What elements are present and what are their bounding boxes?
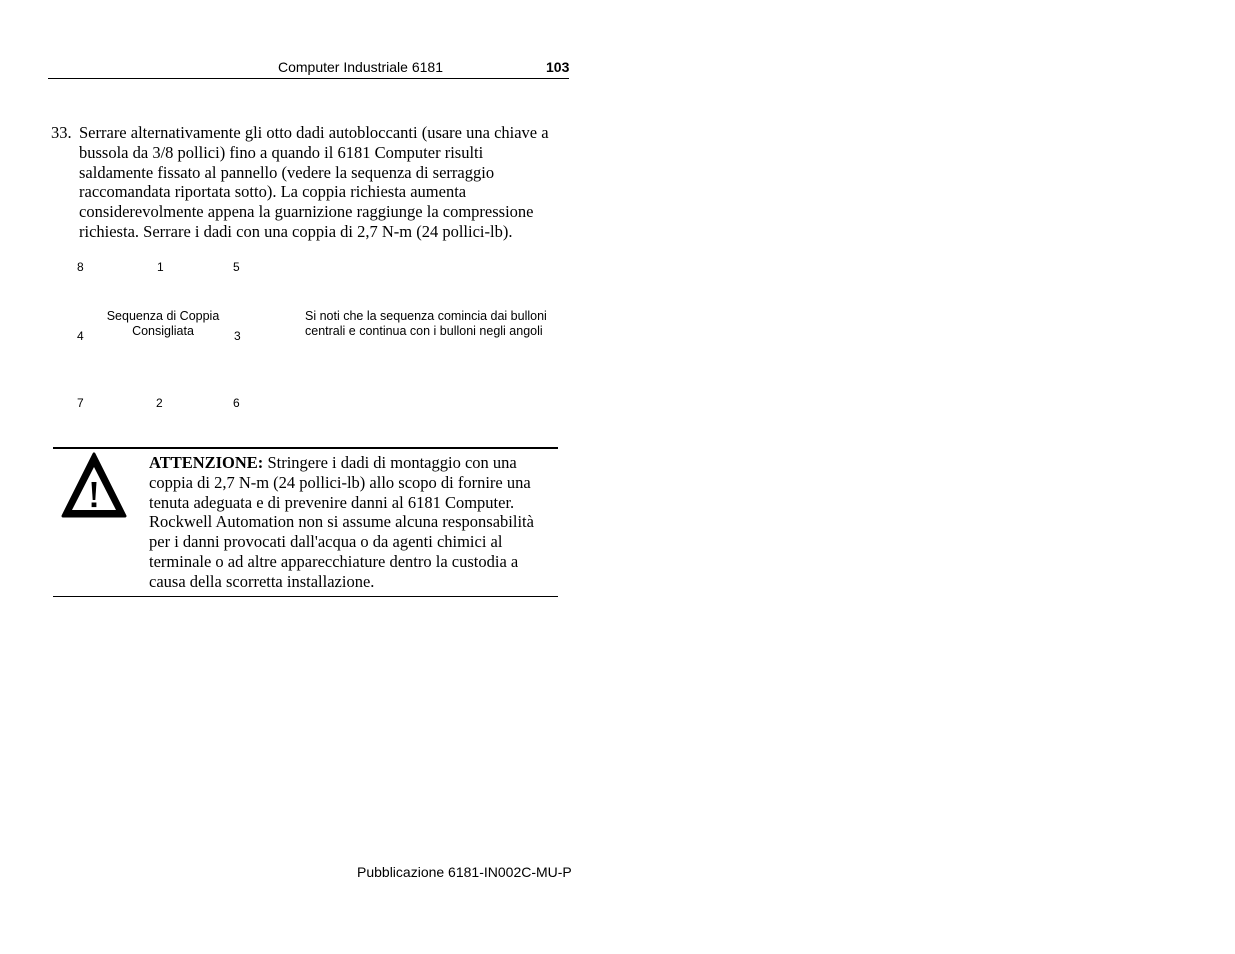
- step-text-line: richiesta. Serrare i dadi con una coppia di 2,7 N-m (24 pollici-lb).: [79, 221, 513, 241]
- step-number: 33.: [51, 123, 72, 142]
- warning-text-line: tenuta adeguata e di prevenire danni al 6181 Computer.: [149, 492, 515, 512]
- diagram-caption-line: Sequenza di Coppia: [106, 309, 220, 323]
- warning-text-line: causa della scorretta installazione.: [149, 571, 375, 591]
- bolt-label-bottom-right: 6: [233, 396, 240, 410]
- warning-text-line: per i danni provocati dall'acqua o da agenti chimici al: [149, 532, 503, 552]
- diagram-note-line: centrali e continua con i bulloni negli angoli: [305, 324, 543, 338]
- bolt-label-top-right: 5: [233, 260, 240, 274]
- warning-text-line: terminale o ad altre apparecchiature dentro la custodia a: [149, 551, 519, 571]
- header-divider: [48, 78, 569, 79]
- warning-first-line: [149, 453, 559, 473]
- step-text-line: considerevolmente appena la guarnizione raggiunge la compressione: [79, 202, 534, 222]
- diagram-caption-line: Consigliata: [132, 324, 194, 338]
- publication-number: Pubblicazione 6181-IN002C-MU-P: [357, 864, 572, 880]
- step-text-line: Serrare alternativamente gli otto dadi autobloccanti (usare una chiave a: [79, 123, 549, 142]
- warning-text: [149, 453, 559, 592]
- bolt-label-bottom-left: 7: [77, 396, 84, 410]
- bolt-label-top-center: 1: [157, 260, 164, 274]
- diagram-note-line: Si noti che la sequenza comincia dai bulloni: [305, 309, 547, 323]
- diagram-caption: [95, 309, 231, 339]
- warning-text-line: Rockwell Automation non si assume alcuna responsabilità: [149, 512, 534, 532]
- step-text-line: raccomandata riportata sotto). La coppia richiesta aumenta: [79, 182, 467, 202]
- warning-bottom-divider: [53, 596, 558, 597]
- step-text-line: bussola da 3/8 pollici) fino a quando il 6181 Computer risulti: [79, 142, 484, 162]
- warning-triangle-icon: [61, 452, 127, 518]
- bolt-label-bottom-center: 2: [156, 396, 163, 410]
- running-header-title: Computer Industriale 6181: [278, 59, 443, 75]
- step-text-line: saldamente fissato al pannello (vedere la sequenza di serraggio: [79, 162, 495, 182]
- warning-text-line: Stringere i dadi di montaggio con una: [263, 453, 517, 472]
- page-number: 103: [546, 59, 570, 75]
- warning-text-line: coppia di 2,7 N-m (24 pollici-lb) allo scopo di fornire una: [149, 472, 531, 492]
- warning-top-divider: [53, 447, 558, 449]
- warning-label: ATTENZIONE:: [149, 453, 264, 472]
- step-text: [79, 123, 574, 242]
- diagram-note: [305, 309, 575, 339]
- bolt-label-middle-right: 3: [234, 329, 241, 343]
- bolt-label-middle-left: 4: [77, 329, 84, 343]
- bolt-label-top-left: 8: [77, 260, 84, 274]
